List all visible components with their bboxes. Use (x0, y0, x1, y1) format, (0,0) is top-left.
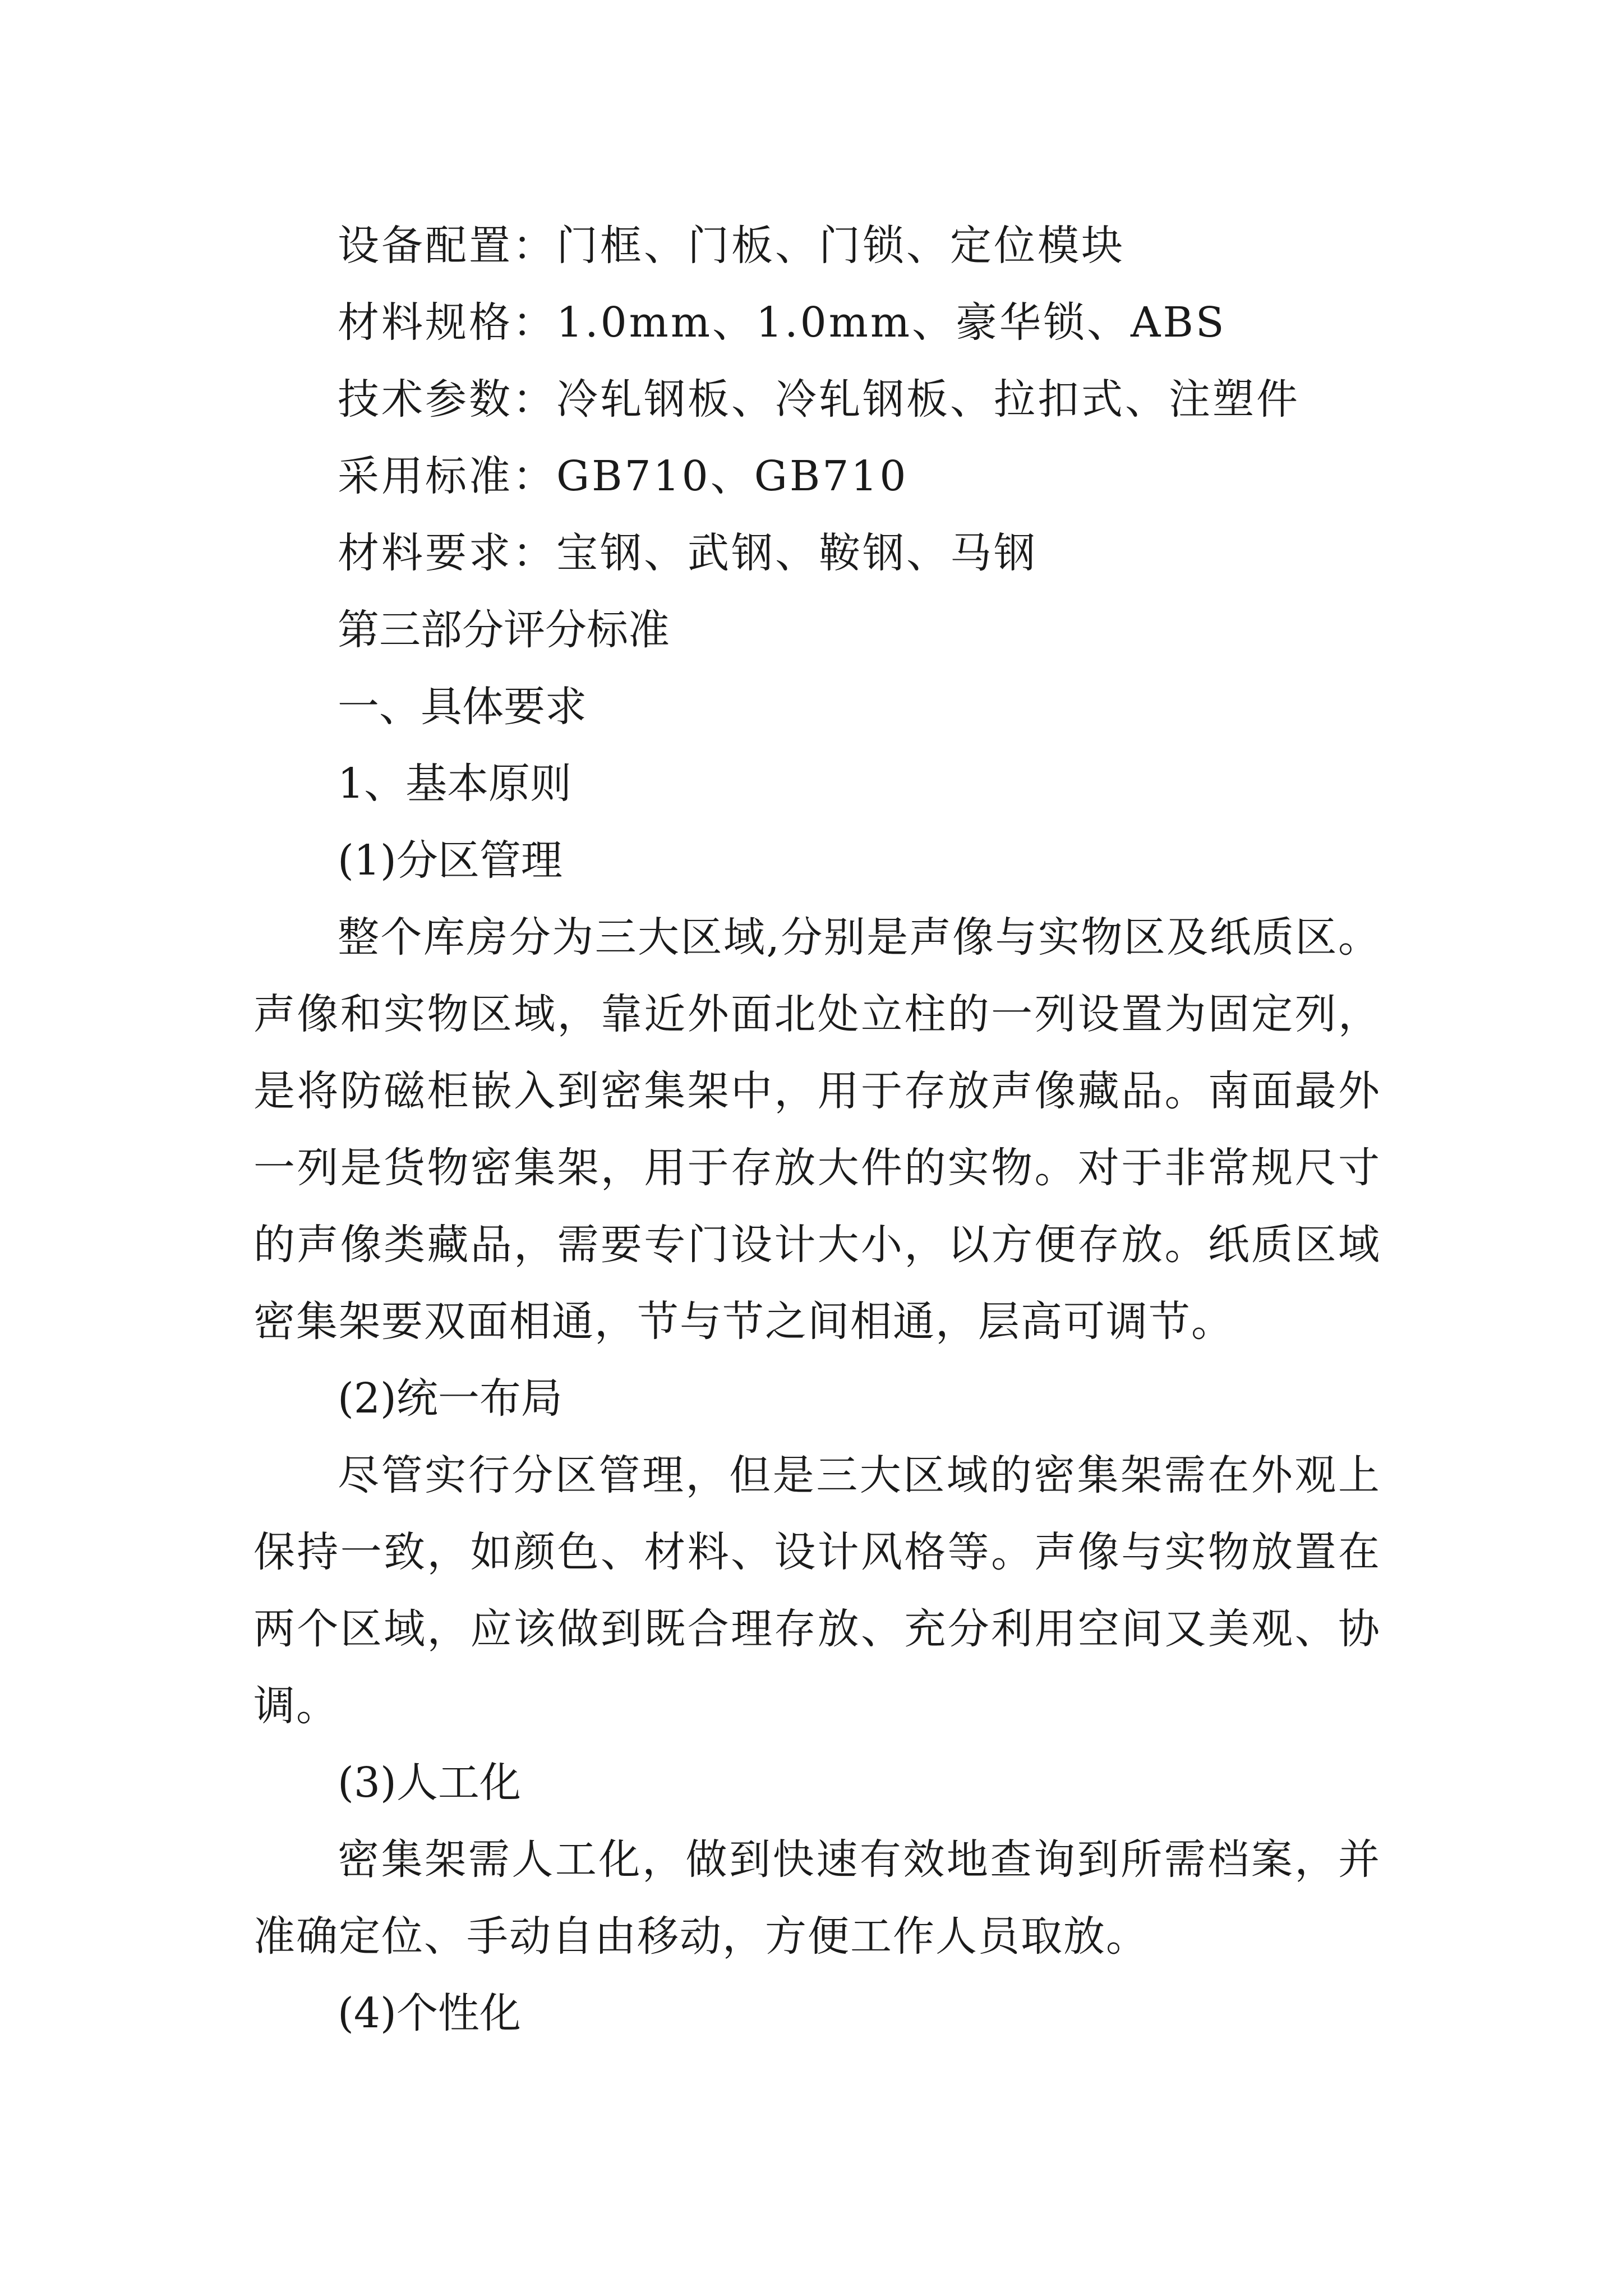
subheading-manual: (3)人工化 (338, 1759, 521, 1807)
subheading-personalized: (4)个性化 (338, 1989, 521, 2037)
paragraph-manual: 密集架需人工化，做到快速有效地查询到所需档案，并准确定位、手动自由移动，方便工作人员取放。 (253, 1835, 1381, 1961)
paragraph-zone-management: 整个库房分为三大区域,分别是声像与实物区及纸质区。声像和实物区域，靠近外面北处立柱的一列设置为固定列，是将防磁柜嵌入到密集架中，用于存放声像藏品。南面最外一列是货物密集架，用于存放大件的实物。对于非常规尺寸的声像类藏品，需要专门设计大小，以方便存放。纸质区域密集架要双面相通，节与节之间相通，层高可调节。 (253, 913, 1381, 1346)
subheading-unified-layout: (2)统一布局 (338, 1374, 562, 1423)
section-title: 第三部分评分标准 (338, 606, 670, 654)
spec-technical-params: 技术参数：冷轧钢板、冷轧钢板、拉扣式、注塑件 (338, 375, 1300, 424)
spec-standard: 采用标准：GB710、GB710 (338, 452, 909, 500)
spec-material-requirement: 材料要求：宝钢、武钢、鞍钢、马钢 (338, 529, 1038, 577)
document-body (253, 208, 1381, 2052)
heading-basic-principles: 1、基本原则 (338, 760, 572, 808)
spec-equipment: 设备配置：门框、门板、门锁、定位模块 (338, 222, 1125, 270)
spec-material-size: 材料规格：1.0mm、1.0mm、豪华锁、ABS (338, 298, 1227, 347)
heading-specific-requirements: 一、具体要求 (338, 683, 587, 731)
paragraph-unified-layout: 尽管实行分区管理，但是三大区域的密集架需在外观上保持一致，如颜色、材料、设计风格等。声像与实物放置在两个区域，应该做到既合理存放、充分利用空间又美观、协调。 (253, 1451, 1381, 1730)
subheading-zone-management: (1)分区管理 (338, 836, 562, 885)
